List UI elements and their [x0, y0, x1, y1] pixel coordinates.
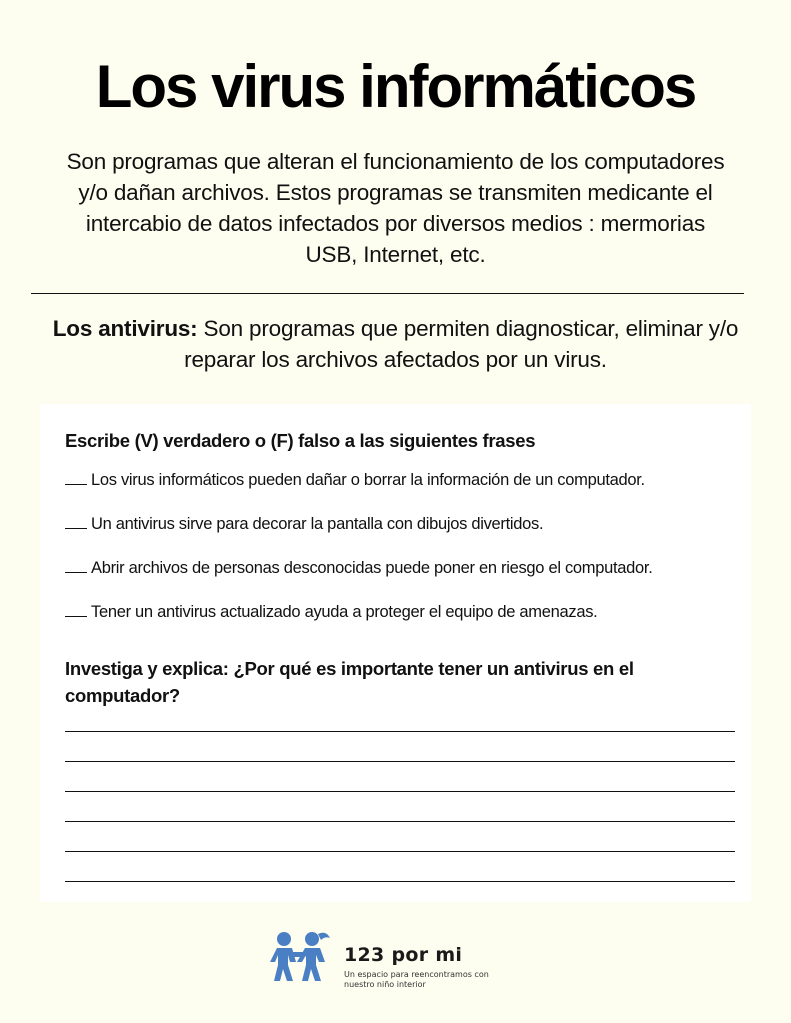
answer-line[interactable]	[65, 851, 735, 852]
statement-text: Los virus informáticos pueden dañar o borrar la información de un computador.	[91, 471, 645, 489]
answer-line[interactable]	[65, 821, 735, 822]
statement-item	[65, 514, 543, 534]
brand-name: 123 por mi	[344, 944, 463, 966]
statement-item	[65, 602, 597, 622]
antivirus-label: Los antivirus:	[52, 316, 198, 341]
answer-line[interactable]	[65, 791, 735, 792]
exercise-heading: Escribe (V) verdadero o (F) falso a las siguientes frases	[65, 430, 536, 451]
brand-logo	[270, 930, 510, 995]
statement-item	[65, 470, 645, 490]
antivirus-definition	[30, 313, 761, 375]
answer-blank[interactable]	[65, 558, 87, 573]
antivirus-text: Son programas que permiten diagnosticar, eliminar y/o reparar los archivos afectados por un virus.	[184, 316, 739, 372]
exercise-card	[40, 404, 751, 902]
answer-blank[interactable]	[65, 602, 87, 617]
answer-blank[interactable]	[65, 470, 87, 485]
children-figures-icon	[270, 930, 336, 992]
answer-line[interactable]	[65, 731, 735, 732]
statement-text: Abrir archivos de personas desconocidas puede poner en riesgo el computador.	[91, 559, 653, 577]
statement-item	[65, 558, 652, 578]
answer-line[interactable]	[65, 881, 735, 882]
brand-tagline: Un espacio para reencontramos con nuestro niño interior	[344, 970, 489, 989]
statement-text: Un antivirus sirve para decorar la pantalla con dibujos divertidos.	[91, 515, 544, 533]
research-question: Investiga y explica: ¿Por qué es importante tener un antivirus en el computador?	[65, 658, 634, 706]
section-divider	[31, 293, 744, 294]
intro-paragraph: Son programas que alteran el funcionamiento de los computadores y/o dañan archivos. Estos programas se transmiten medicante el intercabio de datos infectados por diversos medios : mermorias USB, Internet, etc.	[66, 149, 725, 267]
answer-line[interactable]	[65, 761, 735, 762]
statement-text: Tener un antivirus actualizado ayuda a proteger el equipo de amenazas.	[91, 603, 598, 621]
page-title: Los virus informáticos	[95, 53, 696, 120]
answer-blank[interactable]	[65, 514, 87, 529]
